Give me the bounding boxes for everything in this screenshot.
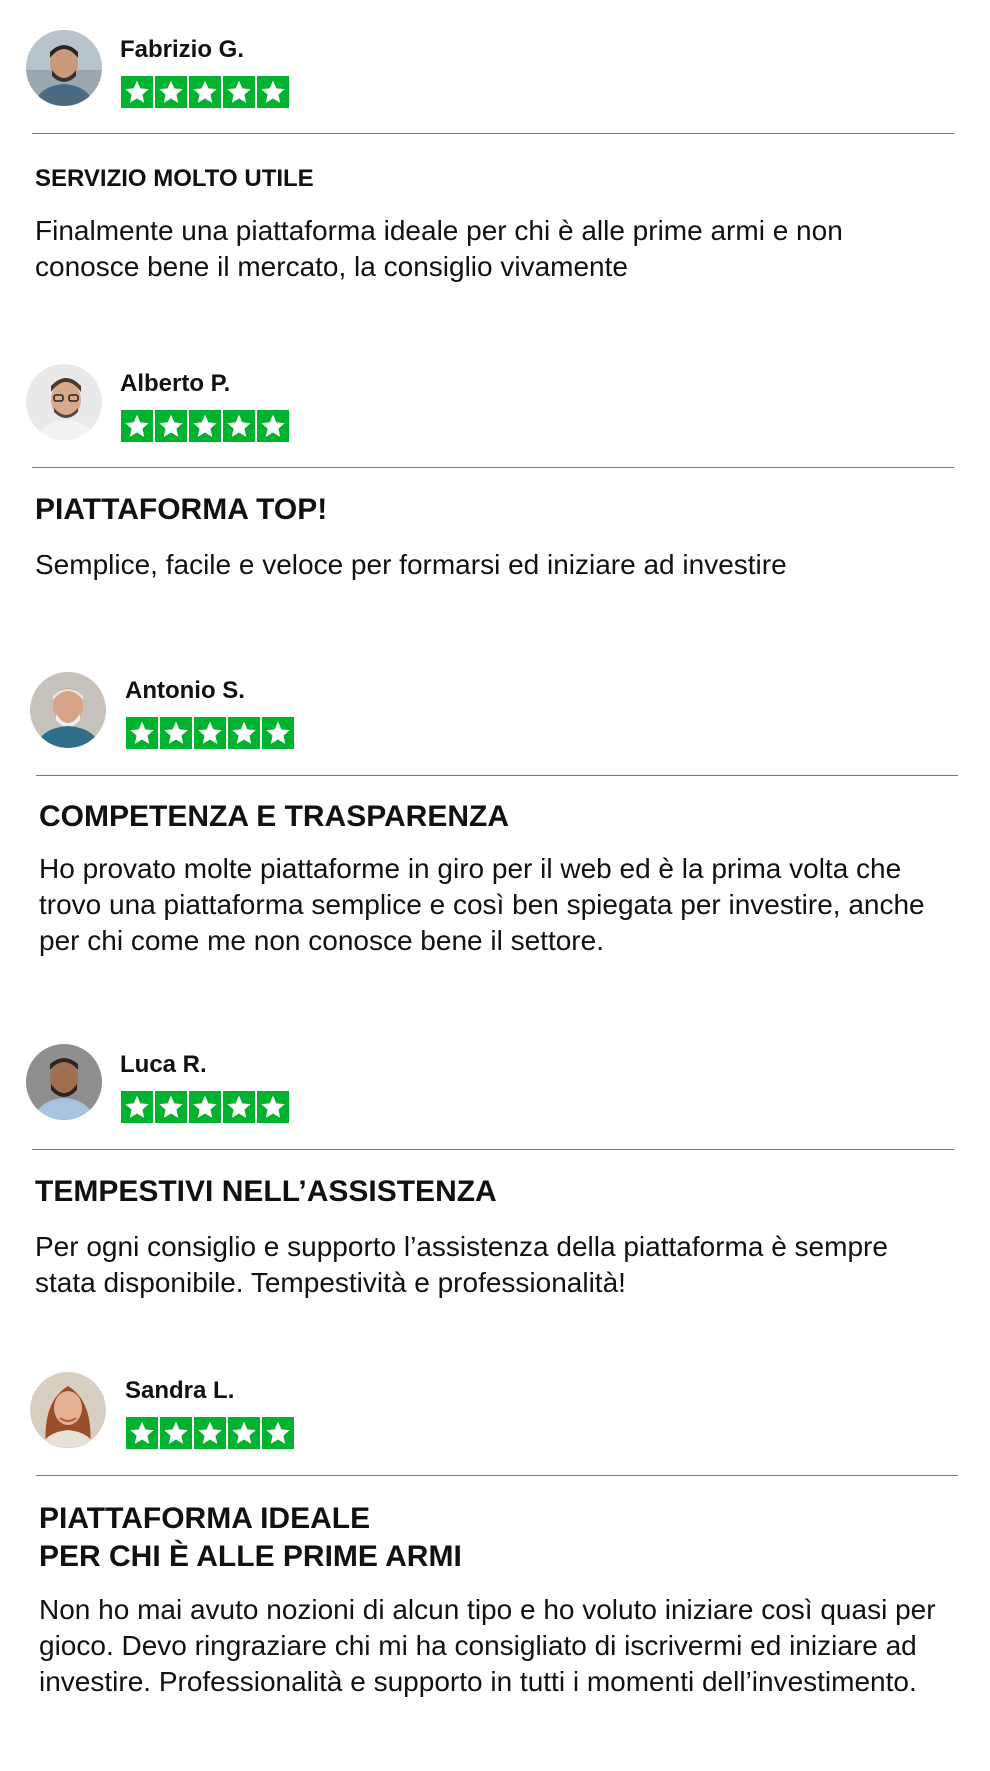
avatar-icon — [26, 30, 102, 106]
avatar-icon — [30, 672, 106, 748]
star-icon — [228, 717, 260, 749]
review-title: PIATTAFORMA IDEALE PER CHI È ALLE PRIME ARMI — [39, 1502, 462, 1573]
review-text: Finalmente una piattaforma ideale per chi è alle prime armi e non conosce bene il mercato, la consiglio vivamente — [35, 215, 843, 282]
divider — [32, 467, 954, 468]
review-text: Ho provato molte piattaforme in giro per il web ed è la prima volta che trovo una piattaforma semplice e così ben spiegata per investire, anche per chi come me non conosce bene il settore. — [39, 853, 925, 956]
star-icon — [121, 76, 153, 108]
review-title: PIATTAFORMA TOP! — [35, 493, 328, 526]
star-icon — [189, 76, 221, 108]
avatar-icon — [26, 364, 102, 440]
star-icon — [223, 76, 255, 108]
avatar — [26, 364, 102, 440]
star-icon — [160, 1417, 192, 1449]
star-icon — [189, 410, 221, 442]
star-icon — [194, 1417, 226, 1449]
star-rating — [121, 410, 289, 442]
review-text: Per ogni consiglio e supporto l’assistenza della piattaforma è sempre stata disponibile. Tempestività e professionalità! — [35, 1231, 888, 1298]
avatar — [30, 1372, 106, 1448]
review-title: COMPETENZA E TRASPARENZA — [39, 800, 510, 833]
star-icon — [121, 1091, 153, 1123]
star-icon — [155, 76, 187, 108]
reviewer-name: Fabrizio G. — [120, 36, 245, 63]
star-icon — [257, 76, 289, 108]
divider — [36, 1475, 958, 1476]
star-icon — [194, 717, 226, 749]
star-rating — [126, 1417, 294, 1449]
star-icon — [189, 1091, 221, 1123]
review-text: Non ho mai avuto nozioni di alcun tipo e ho voluto iniziare così quasi per gioco. Devo ringraziare chi mi ha consigliato di iscrivermi ed iniziare ad investire. Professionalità e supporto in tutti i momenti dell’investimento. — [39, 1594, 936, 1697]
star-icon — [155, 410, 187, 442]
reviewer-name: Sandra L. — [125, 1377, 235, 1404]
star-icon — [223, 410, 255, 442]
avatar — [26, 1044, 102, 1120]
review-title: SERVIZIO MOLTO UTILE — [35, 165, 314, 192]
divider — [32, 1149, 954, 1150]
star-icon — [126, 1417, 158, 1449]
star-icon — [262, 1417, 294, 1449]
star-rating — [126, 717, 294, 749]
divider — [36, 775, 958, 776]
star-icon — [257, 1091, 289, 1123]
star-icon — [223, 1091, 255, 1123]
star-icon — [160, 717, 192, 749]
star-rating — [121, 1091, 289, 1123]
review-text: Semplice, facile e veloce per formarsi ed iniziare ad investire — [35, 549, 787, 580]
avatar — [26, 30, 102, 106]
reviewer-name: Luca R. — [120, 1051, 207, 1078]
star-rating — [121, 76, 289, 108]
reviewer-name: Antonio S. — [125, 677, 245, 704]
avatar-icon — [26, 1044, 102, 1120]
star-icon — [228, 1417, 260, 1449]
reviewer-name: Alberto P. — [120, 370, 231, 397]
divider — [32, 133, 954, 134]
star-icon — [155, 1091, 187, 1123]
star-icon — [257, 410, 289, 442]
star-icon — [262, 717, 294, 749]
review-title: TEMPESTIVI NELL’ASSISTENZA — [35, 1175, 497, 1208]
star-icon — [126, 717, 158, 749]
star-icon — [121, 410, 153, 442]
avatar — [30, 672, 106, 748]
avatar-icon — [30, 1372, 106, 1448]
